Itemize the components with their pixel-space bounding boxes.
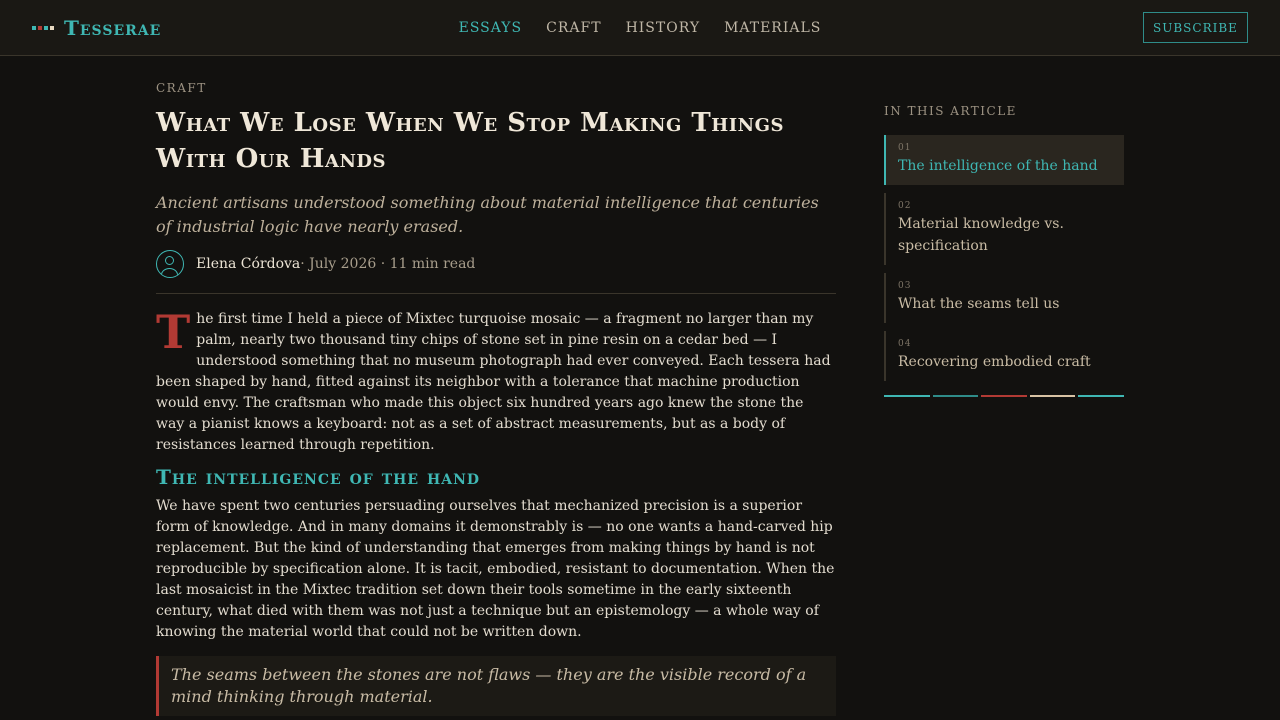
- article-meta: · July 2026 · 11 min read: [300, 256, 476, 272]
- toc-item-number: 03: [898, 281, 912, 291]
- progress-segment: [1030, 395, 1076, 397]
- progress-segment: [981, 395, 1027, 397]
- toc-heading: IN THIS ARTICLE: [884, 104, 1017, 118]
- author-avatar-icon[interactable]: [156, 250, 184, 278]
- nav-link-materials[interactable]: MATERIALS: [724, 20, 822, 36]
- toc-item[interactable]: [884, 193, 1124, 265]
- avatar-shoulders: [161, 268, 178, 278]
- nav-link-history[interactable]: HISTORY: [625, 20, 701, 36]
- article-title: What We Lose When We Stop Making Things With Our Hands: [156, 108, 784, 174]
- toc-item[interactable]: [884, 331, 1124, 381]
- byline: [156, 249, 836, 279]
- article-paragraph: [156, 305, 836, 456]
- author-name[interactable]: Elena Córdova: [196, 256, 301, 272]
- progress-segment: [933, 395, 979, 397]
- main-nav: [0, 20, 1280, 36]
- drop-cap: T: [156, 305, 191, 359]
- logo-tile: [32, 26, 36, 30]
- toc-list: [884, 135, 1124, 381]
- toc-item-label: Recovering embodied craft: [898, 354, 1091, 370]
- nav-link-craft[interactable]: CRAFT: [546, 20, 602, 36]
- reading-progress-bars: [884, 395, 1124, 397]
- site-logo[interactable]: [32, 14, 161, 42]
- toc-item-number: 02: [898, 201, 912, 211]
- logo-tile: [38, 26, 42, 30]
- table-of-contents: [884, 104, 1124, 397]
- avatar-head: [165, 256, 174, 265]
- subscribe-button[interactable]: SUBSCRIBE: [1143, 12, 1248, 43]
- nav-link-essays[interactable]: ESSAYS: [458, 20, 523, 36]
- progress-segment: [1078, 395, 1124, 397]
- article-paragraph: We have spent two centuries persuading ourselves that mechanized precision is a superior form of knowledge. And in many domains it demonstrably is — no one wants a hand-carved hip replacement. But the kind of understanding that emerges from making things by hand is not reproducible by specification alone. It is tacit, embodied, resistant to documentation. When the last mosaicist in the Mixtec tradition set down their tools sometime in the early sixteenth century, what died with them was not just a technique but an epistemology — a whole way of knowing the material world that could not be written down.: [156, 498, 835, 640]
- article-subtitle: Ancient artisans understood something about material intelligence that centuries of industrial logic have nearly erased.: [156, 193, 819, 236]
- site-name: Tesserae: [64, 16, 162, 40]
- progress-segment: [884, 395, 930, 397]
- paragraph-text: he first time I held a piece of Mixtec turquoise mosaic — a fragment no larger than my palm, nearly two thousand tiny chips of stone set in pine resin on a cedar bed — I understood something that no museum photograph had ever conveyed. Each tessera had been shaped by hand, fitted against its neighbor with a tolerance that machine production would envy. The craftsman who made this object six hundred years ago knew the stone the way a pianist knows a keyboard: not as a set of abstract measurements, but as a body of resistances learned through repetition.: [156, 311, 831, 453]
- section-heading: The intelligence of the hand: [156, 465, 481, 489]
- pull-quote: The seams between the stones are not flaws — they are the visible record of a mind thinking through material.: [156, 656, 836, 716]
- top-navigation-bar: [0, 0, 1280, 56]
- toc-item[interactable]: [884, 135, 1124, 185]
- mosaic-tiles-icon: [32, 26, 54, 30]
- toc-item-label: What the seams tell us: [898, 296, 1060, 312]
- toc-item[interactable]: [884, 273, 1124, 323]
- toc-item-number: 01: [898, 143, 912, 153]
- article-category[interactable]: CRAFT: [156, 81, 207, 95]
- divider: [156, 293, 836, 294]
- toc-item-number: 04: [898, 339, 912, 349]
- toc-item-label: The intelligence of the hand: [898, 158, 1098, 174]
- toc-item-label: Material knowledge vs. specification: [898, 216, 1064, 254]
- logo-tile: [44, 26, 48, 30]
- article: [156, 56, 836, 716]
- logo-tile: [50, 26, 54, 30]
